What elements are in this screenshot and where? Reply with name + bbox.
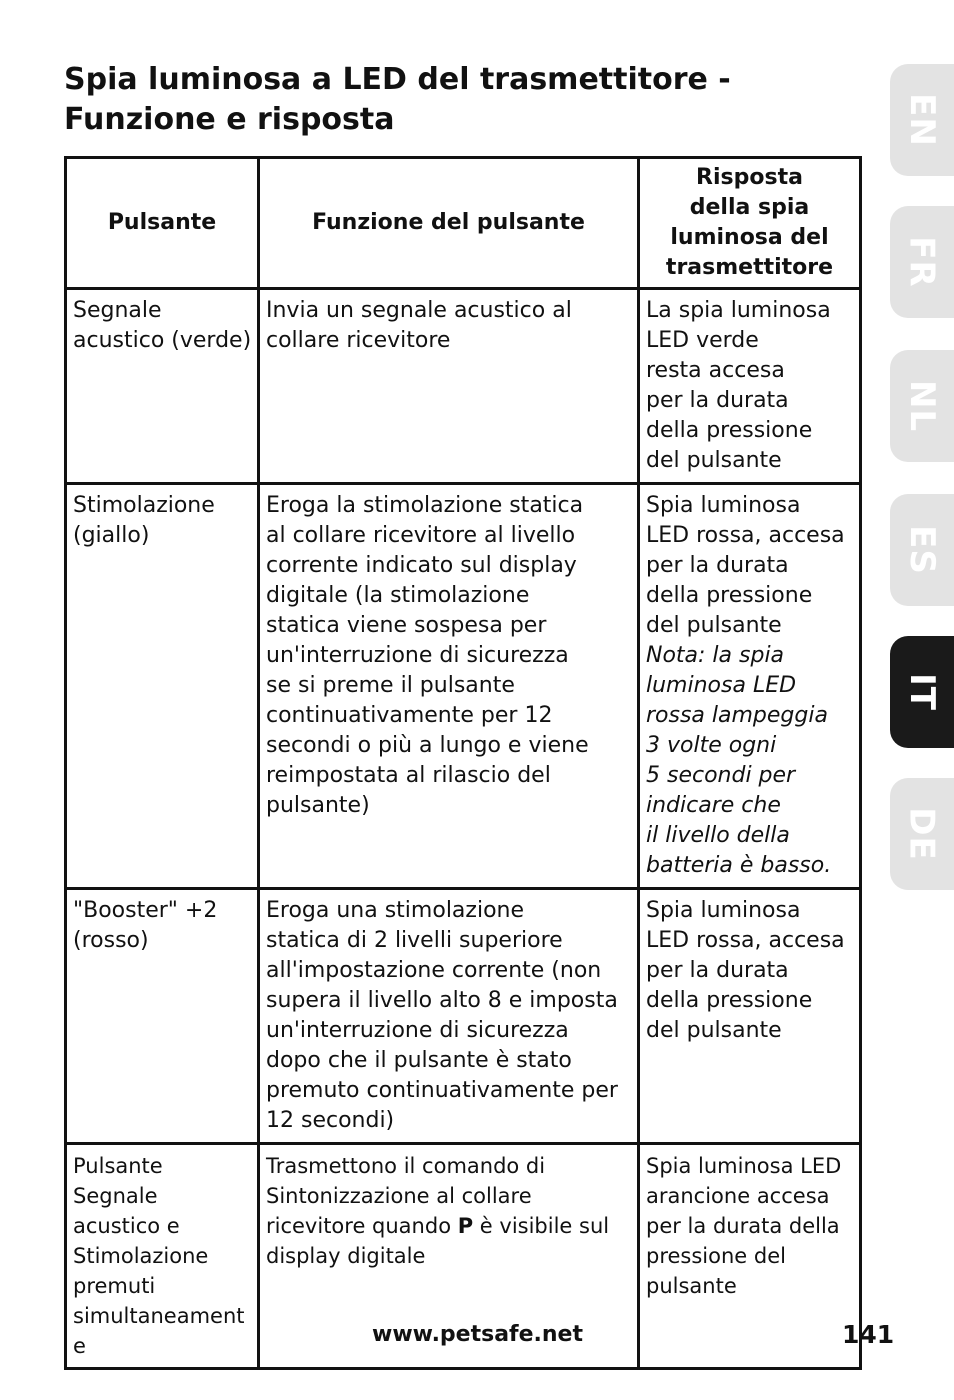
tab-de[interactable] — [890, 778, 954, 890]
cell-line: La spia luminosa — [646, 298, 831, 323]
cell-line: collare ricevitore — [266, 328, 451, 353]
cell-line — [266, 1211, 632, 1241]
footer-url: www.petsafe.net — [372, 1322, 583, 1347]
cell-line: LED rossa, accesa — [646, 523, 845, 548]
cell-line: Spia luminosa — [646, 898, 801, 923]
cell-line: al collare ricevitore al livello — [266, 523, 576, 548]
cell-led-response — [639, 289, 861, 484]
page-title-line-2: Funzione e risposta — [64, 102, 395, 137]
cell-line: per la durata — [646, 958, 789, 983]
cell-line: display digitale — [266, 1244, 426, 1268]
cell-line: resta accesa — [646, 358, 785, 383]
cell-line: pressione del — [646, 1244, 786, 1268]
cell-line: della pressione — [646, 418, 813, 443]
cell-line: statica viene sospesa per — [266, 613, 547, 638]
battery-note-line: 3 volte ogni — [646, 733, 777, 758]
header-risposta-line: luminosa del — [670, 225, 829, 250]
battery-note-line: indicare che — [646, 793, 781, 818]
cell-line: per la durata — [646, 388, 789, 413]
cell-button-name — [66, 1144, 259, 1369]
tab-es-label: ES — [902, 525, 942, 575]
tab-it-label: IT — [902, 673, 942, 711]
cell-line: del pulsante — [646, 448, 782, 473]
tab-de-label: DE — [901, 807, 942, 861]
cell-line: pulsante) — [266, 793, 370, 818]
cell-line: digitale (la stimolazione — [266, 583, 530, 608]
page-number: 141 — [842, 1320, 895, 1349]
cell-line: se si preme il pulsante — [266, 673, 515, 698]
cell-line: per la durata della — [646, 1214, 840, 1238]
cell-line: reimpostata al rilascio del — [266, 763, 551, 788]
cell-line: (rosso) — [73, 928, 149, 953]
cell-line: Sintonizzazione al collare — [266, 1184, 532, 1208]
table-row — [66, 289, 861, 484]
cell-button-name — [66, 889, 259, 1144]
battery-note-line: 5 secondi per — [646, 763, 796, 788]
battery-note-line: Nota: la spia — [646, 643, 785, 668]
cell-button-name — [66, 484, 259, 889]
cell-line: Stimolazione — [73, 493, 215, 518]
header-risposta — [639, 158, 861, 289]
cell-line: del pulsante — [646, 1018, 782, 1043]
cell-led-response — [639, 889, 861, 1144]
cell-line: per la durata — [646, 553, 789, 578]
cell-line: LED verde — [646, 328, 759, 353]
table-row — [66, 484, 861, 889]
cell-line: simultaneamente — [73, 1304, 245, 1358]
cell-line: della pressione — [646, 988, 813, 1013]
tab-nl-label: NL — [902, 379, 942, 433]
table-header-row — [66, 158, 861, 289]
cell-line: all'impostazione corrente (non — [266, 958, 602, 983]
battery-note-line: batteria è basso. — [646, 853, 832, 878]
tab-it[interactable] — [890, 636, 954, 748]
cell-line: Segnale — [73, 298, 162, 323]
led-response-table — [64, 156, 862, 1370]
cell-line: dopo che il pulsante è stato — [266, 1048, 572, 1073]
tab-fr-label: FR — [902, 236, 942, 288]
cell-text: ricevitore quando — [266, 1214, 458, 1238]
cell-line: acustico e — [73, 1214, 180, 1238]
cell-line: Stimolazione — [73, 1244, 209, 1268]
tab-nl[interactable] — [890, 350, 954, 462]
tab-fr[interactable] — [890, 206, 954, 318]
cell-line: del pulsante — [646, 613, 782, 638]
header-funzione: Funzione del pulsante — [259, 158, 639, 289]
page-title — [64, 60, 824, 140]
cell-line: un'interruzione di sicurezza — [266, 643, 569, 668]
tab-en[interactable] — [890, 64, 954, 176]
cell-line: secondi o più a lungo e viene — [266, 733, 589, 758]
cell-line: Eroga la stimolazione statica — [266, 493, 584, 518]
cell-line: Trasmettono il comando di — [266, 1154, 546, 1178]
cell-line: supera il livello alto 8 e imposta — [266, 988, 618, 1013]
header-risposta-line: Risposta — [696, 165, 803, 190]
cell-button-function — [259, 484, 639, 889]
tab-es[interactable] — [890, 494, 954, 606]
cell-line: 12 secondi) — [266, 1108, 395, 1133]
cell-line: corrente indicato sul display — [266, 553, 577, 578]
cell-line: della pressione — [646, 583, 813, 608]
header-risposta-line: della spia — [689, 195, 810, 220]
cell-line: continuativamente per 12 — [266, 703, 553, 728]
header-pulsante: Pulsante — [66, 158, 259, 289]
cell-line: pulsante — [646, 1274, 737, 1298]
cell-line: acustico (verde) — [73, 328, 252, 353]
battery-note-line: il livello della — [646, 823, 790, 848]
cell-line: premuti — [73, 1274, 156, 1298]
cell-line: LED rossa, accesa — [646, 928, 845, 953]
cell-text: è visibile sul — [473, 1214, 610, 1238]
battery-note-line: luminosa LED — [646, 673, 797, 698]
header-risposta-line: trasmettitore — [665, 255, 834, 280]
cell-button-name — [66, 289, 259, 484]
cell-line: arancione accesa — [646, 1184, 830, 1208]
cell-line: premuto continuativamente per — [266, 1078, 618, 1103]
cell-line: Pulsante Segnale — [73, 1154, 163, 1208]
cell-led-response — [639, 1144, 861, 1369]
cell-button-function — [259, 889, 639, 1144]
cell-line: un'interruzione di sicurezza — [266, 1018, 569, 1043]
cell-line: (giallo) — [73, 523, 150, 548]
page-title-line-1: Spia luminosa a LED del trasmettitore - — [64, 62, 731, 97]
cell-line: Spia luminosa — [646, 493, 801, 518]
cell-line: "Booster" +2 — [73, 898, 218, 923]
tab-en-label: EN — [902, 93, 942, 147]
cell-line: Spia luminosa LED — [646, 1154, 842, 1178]
cell-line: Invia un segnale acustico al — [266, 298, 572, 323]
battery-note-line: rossa lampeggia — [646, 703, 828, 728]
cell-line: statica di 2 livelli superiore — [266, 928, 563, 953]
table-row — [66, 889, 861, 1144]
p-indicator: P — [457, 1214, 474, 1238]
cell-line: Eroga una stimolazione — [266, 898, 525, 923]
cell-button-function — [259, 289, 639, 484]
cell-led-response — [639, 484, 861, 889]
